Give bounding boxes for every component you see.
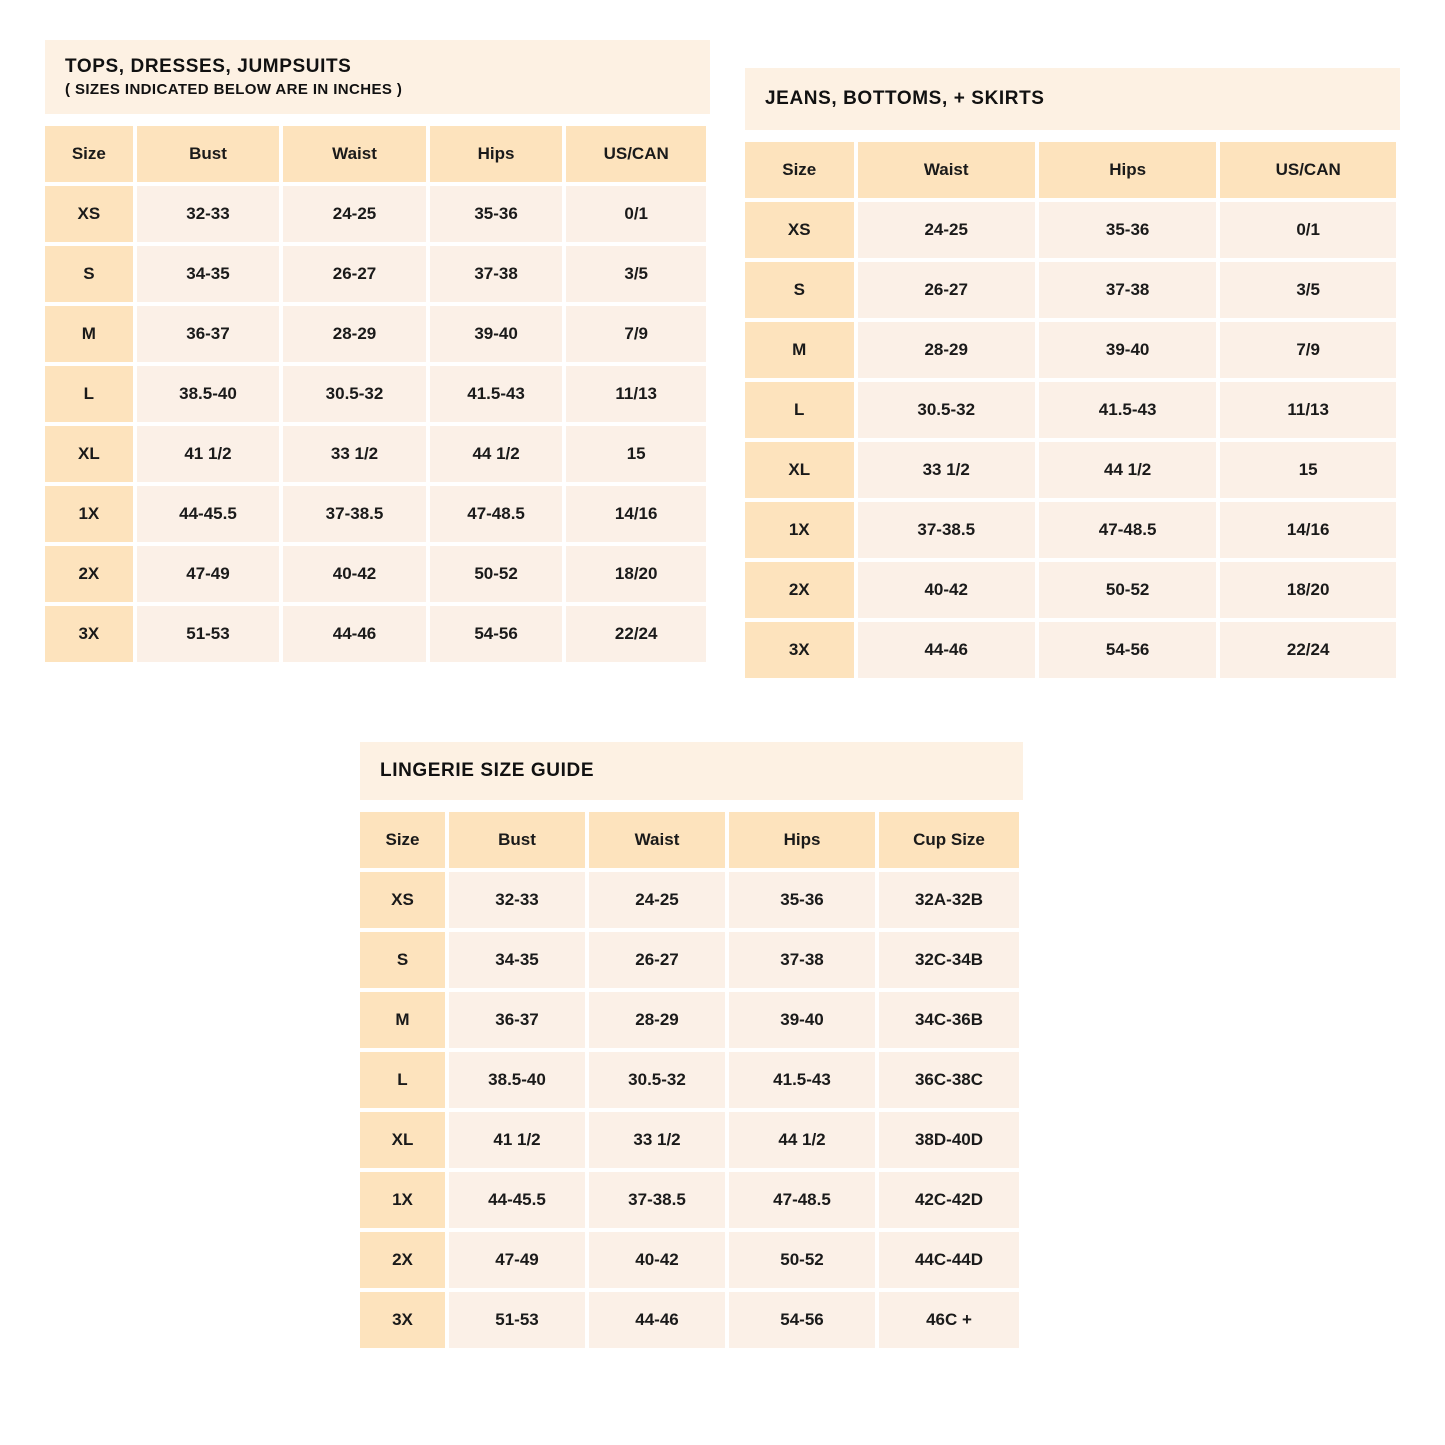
table-row	[360, 1112, 1019, 1168]
cell-uscan: 14/16	[566, 486, 706, 542]
cell-uscan: 22/24	[566, 606, 706, 662]
cell-size: 1X	[45, 486, 133, 542]
table-row	[360, 1232, 1019, 1288]
cell-bust: 32-33	[449, 872, 585, 928]
tops-title: TOPS, DRESSES, JUMPSUITS	[65, 56, 352, 77]
table-row	[745, 202, 1396, 258]
column-header-size: Size	[360, 812, 445, 868]
cell-uscan: 11/13	[566, 366, 706, 422]
table-header-row	[745, 142, 1396, 198]
tops-subtitle: ( SIZES INDICATED BELOW ARE IN INCHES )	[65, 80, 403, 98]
cell-hips: 37-38	[430, 246, 563, 302]
table-row	[360, 992, 1019, 1048]
cell-bust: 51-53	[449, 1292, 585, 1348]
cell-size: XS	[360, 872, 445, 928]
cell-hips: 44 1/2	[430, 426, 563, 482]
cell-waist: 33 1/2	[858, 442, 1035, 498]
table-row	[360, 1172, 1019, 1228]
column-header-size: Size	[45, 126, 133, 182]
cell-cup-size: 38D-40D	[879, 1112, 1019, 1168]
cell-size: XS	[745, 202, 854, 258]
cell-bust: 38.5-40	[449, 1052, 585, 1108]
cell-waist: 37-38.5	[858, 502, 1035, 558]
cell-size: L	[745, 382, 854, 438]
cell-hips: 39-40	[729, 992, 875, 1048]
cell-waist: 40-42	[589, 1232, 725, 1288]
cell-uscan: 3/5	[566, 246, 706, 302]
cell-bust: 36-37	[449, 992, 585, 1048]
cell-bust: 44-45.5	[137, 486, 280, 542]
cell-waist: 24-25	[589, 872, 725, 928]
cell-size: XL	[745, 442, 854, 498]
cell-uscan: 18/20	[1220, 562, 1396, 618]
cell-hips: 39-40	[430, 306, 563, 362]
jeans-table	[741, 138, 1400, 682]
table-row	[360, 932, 1019, 988]
table-row	[745, 502, 1396, 558]
cell-size: S	[45, 246, 133, 302]
cell-cup-size: 44C-44D	[879, 1232, 1019, 1288]
cell-size: 2X	[360, 1232, 445, 1288]
cell-size: M	[360, 992, 445, 1048]
cell-hips: 54-56	[729, 1292, 875, 1348]
cell-hips: 35-36	[1039, 202, 1216, 258]
cell-waist: 24-25	[858, 202, 1035, 258]
table-row	[745, 382, 1396, 438]
table-header-row	[45, 126, 706, 182]
size-chart-jeans	[745, 68, 1400, 682]
lingerie-title-bar	[360, 742, 1023, 800]
cell-hips: 37-38	[729, 932, 875, 988]
tops-title-bar	[45, 40, 710, 114]
size-chart-lingerie	[360, 742, 1023, 1352]
column-header-uscan: US/CAN	[566, 126, 706, 182]
table-row	[745, 622, 1396, 678]
cell-waist: 30.5-32	[283, 366, 426, 422]
cell-hips: 47-48.5	[729, 1172, 875, 1228]
cell-cup-size: 42C-42D	[879, 1172, 1019, 1228]
cell-uscan: 15	[1220, 442, 1396, 498]
cell-size: S	[745, 262, 854, 318]
jeans-title-bar	[745, 68, 1400, 130]
cell-size: 3X	[360, 1292, 445, 1348]
table-row	[45, 186, 706, 242]
cell-uscan: 7/9	[1220, 322, 1396, 378]
column-header-cup-size: Cup Size	[879, 812, 1019, 868]
cell-cup-size: 46C +	[879, 1292, 1019, 1348]
cell-size: 2X	[745, 562, 854, 618]
table-row	[745, 262, 1396, 318]
cell-cup-size: 32A-32B	[879, 872, 1019, 928]
cell-bust: 34-35	[449, 932, 585, 988]
cell-waist: 28-29	[283, 306, 426, 362]
cell-bust: 47-49	[137, 546, 280, 602]
cell-size: 3X	[45, 606, 133, 662]
cell-waist: 44-46	[858, 622, 1035, 678]
cell-uscan: 15	[566, 426, 706, 482]
cell-bust: 32-33	[137, 186, 280, 242]
cell-bust: 47-49	[449, 1232, 585, 1288]
cell-bust: 38.5-40	[137, 366, 280, 422]
cell-waist: 28-29	[589, 992, 725, 1048]
lingerie-table	[356, 808, 1023, 1352]
column-header-waist: Waist	[858, 142, 1035, 198]
cell-size: 1X	[360, 1172, 445, 1228]
cell-bust: 34-35	[137, 246, 280, 302]
cell-waist: 40-42	[283, 546, 426, 602]
cell-waist: 24-25	[283, 186, 426, 242]
cell-waist: 40-42	[858, 562, 1035, 618]
cell-waist: 37-38.5	[589, 1172, 725, 1228]
table-row	[360, 872, 1019, 928]
table-row	[45, 426, 706, 482]
cell-size: M	[745, 322, 854, 378]
table-row	[45, 306, 706, 362]
column-header-hips: Hips	[1039, 142, 1216, 198]
column-header-hips: Hips	[430, 126, 563, 182]
table-row	[45, 486, 706, 542]
cell-waist: 30.5-32	[589, 1052, 725, 1108]
cell-cup-size: 34C-36B	[879, 992, 1019, 1048]
cell-uscan: 0/1	[566, 186, 706, 242]
cell-hips: 44 1/2	[1039, 442, 1216, 498]
cell-waist: 26-27	[283, 246, 426, 302]
column-header-waist: Waist	[589, 812, 725, 868]
cell-bust: 51-53	[137, 606, 280, 662]
cell-size: 3X	[745, 622, 854, 678]
table-row	[45, 606, 706, 662]
cell-bust: 41 1/2	[137, 426, 280, 482]
cell-uscan: 11/13	[1220, 382, 1396, 438]
column-header-hips: Hips	[729, 812, 875, 868]
cell-waist: 26-27	[589, 932, 725, 988]
cell-hips: 50-52	[1039, 562, 1216, 618]
table-header-row	[360, 812, 1019, 868]
cell-hips: 47-48.5	[1039, 502, 1216, 558]
column-header-bust: Bust	[137, 126, 280, 182]
cell-hips: 37-38	[1039, 262, 1216, 318]
cell-waist: 26-27	[858, 262, 1035, 318]
cell-hips: 41.5-43	[430, 366, 563, 422]
cell-hips: 54-56	[1039, 622, 1216, 678]
column-header-size: Size	[745, 142, 854, 198]
cell-waist: 44-46	[589, 1292, 725, 1348]
cell-bust: 36-37	[137, 306, 280, 362]
cell-hips: 50-52	[729, 1232, 875, 1288]
cell-uscan: 14/16	[1220, 502, 1396, 558]
table-row	[745, 322, 1396, 378]
tops-table	[41, 122, 710, 666]
cell-size: XL	[45, 426, 133, 482]
table-row	[745, 442, 1396, 498]
table-row	[360, 1292, 1019, 1348]
cell-hips: 35-36	[729, 872, 875, 928]
cell-cup-size: 32C-34B	[879, 932, 1019, 988]
cell-hips: 44 1/2	[729, 1112, 875, 1168]
column-header-bust: Bust	[449, 812, 585, 868]
cell-waist: 30.5-32	[858, 382, 1035, 438]
table-row	[45, 246, 706, 302]
cell-cup-size: 36C-38C	[879, 1052, 1019, 1108]
cell-uscan: 3/5	[1220, 262, 1396, 318]
cell-uscan: 18/20	[566, 546, 706, 602]
cell-hips: 39-40	[1039, 322, 1216, 378]
column-header-uscan: US/CAN	[1220, 142, 1396, 198]
table-row	[745, 562, 1396, 618]
cell-size: XL	[360, 1112, 445, 1168]
table-row	[45, 546, 706, 602]
cell-hips: 50-52	[430, 546, 563, 602]
lingerie-title: LINGERIE SIZE GUIDE	[380, 760, 595, 781]
cell-uscan: 0/1	[1220, 202, 1396, 258]
cell-size: M	[45, 306, 133, 362]
jeans-title: JEANS, BOTTOMS, + SKIRTS	[765, 88, 1045, 109]
cell-size: XS	[45, 186, 133, 242]
cell-size: 1X	[745, 502, 854, 558]
table-row	[45, 366, 706, 422]
cell-hips: 41.5-43	[729, 1052, 875, 1108]
column-header-waist: Waist	[283, 126, 426, 182]
cell-hips: 41.5-43	[1039, 382, 1216, 438]
cell-hips: 47-48.5	[430, 486, 563, 542]
cell-size: L	[45, 366, 133, 422]
cell-waist: 33 1/2	[589, 1112, 725, 1168]
cell-waist: 44-46	[283, 606, 426, 662]
cell-size: S	[360, 932, 445, 988]
cell-size: 2X	[45, 546, 133, 602]
size-chart-tops	[45, 40, 710, 666]
table-row	[360, 1052, 1019, 1108]
cell-waist: 33 1/2	[283, 426, 426, 482]
cell-hips: 54-56	[430, 606, 563, 662]
cell-uscan: 7/9	[566, 306, 706, 362]
cell-bust: 41 1/2	[449, 1112, 585, 1168]
cell-bust: 44-45.5	[449, 1172, 585, 1228]
cell-waist: 28-29	[858, 322, 1035, 378]
cell-hips: 35-36	[430, 186, 563, 242]
cell-waist: 37-38.5	[283, 486, 426, 542]
cell-uscan: 22/24	[1220, 622, 1396, 678]
cell-size: L	[360, 1052, 445, 1108]
